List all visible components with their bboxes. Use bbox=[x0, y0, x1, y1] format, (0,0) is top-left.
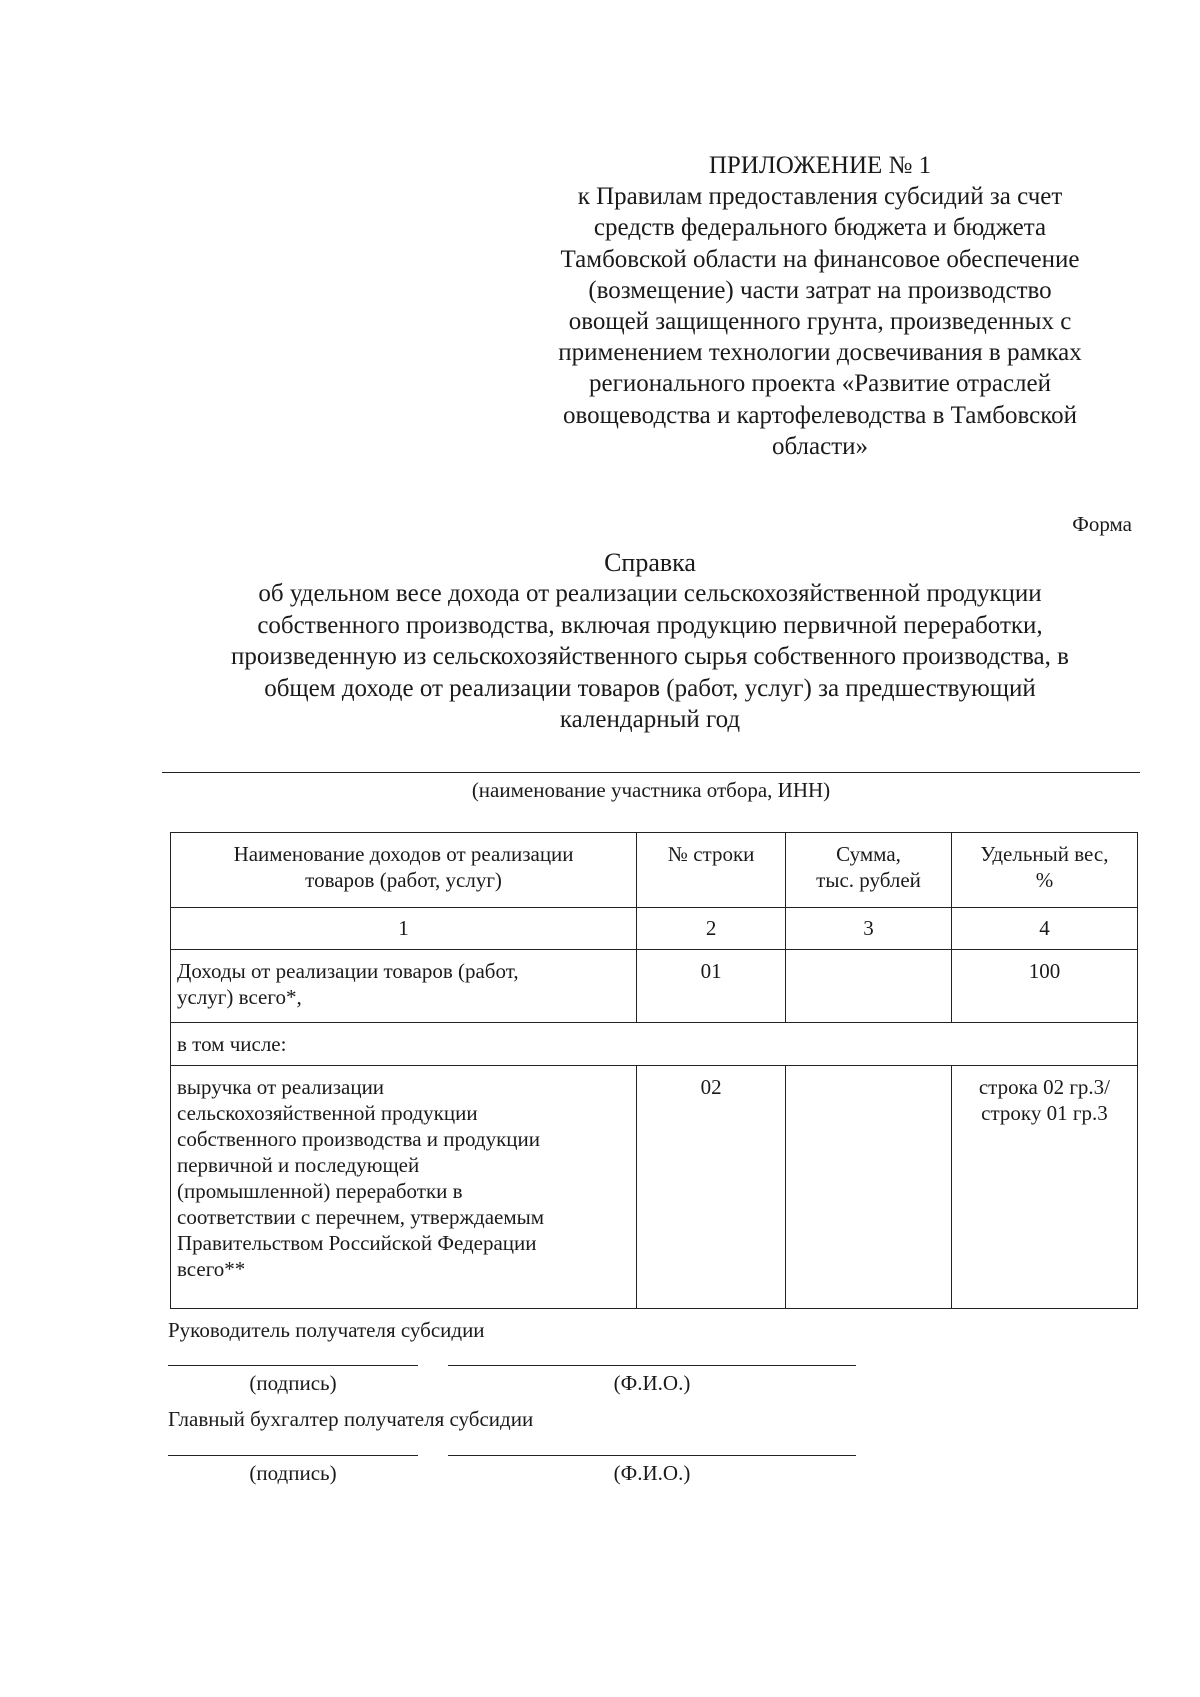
head-signatory-label: Руководитель получателя субсидии bbox=[168, 1318, 485, 1342]
row-income-name: Доходы от реализации товаров (работ, услуг) всего*, bbox=[171, 950, 637, 1023]
appendix-line: средств федерального бюджета и бюджета bbox=[593, 214, 1047, 242]
column-number: 4 bbox=[951, 908, 1137, 950]
table-row bbox=[171, 950, 1138, 1023]
appendix-line: регионального проекта «Развитие отраслей bbox=[589, 370, 1051, 398]
appendix-header bbox=[520, 150, 1120, 462]
document-subtitle bbox=[140, 578, 1160, 736]
subtitle-line: об удельном весе дохода от реализации сельскохозяйственной продукции bbox=[258, 580, 1042, 607]
accountant-name-caption: (Ф.И.О.) bbox=[613, 1461, 691, 1485]
subtitle-line: произведенную из сельскохозяйственного сырья собственного производства, в bbox=[231, 643, 1069, 670]
table-header-row bbox=[171, 833, 1138, 908]
accountant-signatory-label: Главный бухгалтер получателя субсидии bbox=[168, 1407, 534, 1431]
head-name-caption: (Ф.И.О.) bbox=[613, 1371, 691, 1395]
head-signature-caption: (подпись) bbox=[249, 1371, 337, 1395]
appendix-line: к Правилам предоставления субсидий за счет bbox=[577, 183, 1063, 211]
accountant-name-line[interactable] bbox=[448, 1455, 856, 1456]
head-signature-line[interactable] bbox=[168, 1365, 418, 1366]
row-sum-cell[interactable] bbox=[786, 950, 952, 1023]
appendix-line: области» bbox=[771, 432, 869, 460]
appendix-line: овощей защищенного грунта, произведенных с bbox=[568, 308, 1072, 336]
form-label: Форма bbox=[1072, 512, 1132, 536]
appendix-title: ПРИЛОЖЕНИЕ № 1 bbox=[708, 152, 932, 179]
participant-caption: (наименование участника отбора, ИНН) bbox=[471, 778, 831, 802]
header-sum: Сумма, тыс. рублей bbox=[786, 833, 952, 908]
header-line-number: № строки bbox=[637, 833, 786, 908]
table-row bbox=[171, 1066, 1138, 1309]
row-line-number: 02 bbox=[637, 1066, 786, 1309]
column-number: 3 bbox=[786, 908, 952, 950]
row-sum-cell[interactable] bbox=[786, 1066, 952, 1309]
appendix-line: овощеводства и картофелеводства в Тамбовской bbox=[563, 401, 1077, 429]
column-number: 1 bbox=[171, 908, 637, 950]
row-share: строка 02 гр.3/ строку 01 гр.3 bbox=[951, 1066, 1137, 1309]
row-line-number: 01 bbox=[637, 950, 786, 1023]
header-share: Удельный вес, % bbox=[951, 833, 1137, 908]
row-income-name: выручка от реализации сельскохозяйственной продукции собственного производства и продукции первичной и последующей (промышленной) переработки в соответствии с перечнем, утверждаемым Правительством Российской Федерации всего** bbox=[171, 1066, 637, 1309]
column-number-row bbox=[171, 908, 1138, 950]
row-subheader: в том числе: bbox=[171, 1023, 1138, 1066]
accountant-signature-caption: (подпись) bbox=[249, 1461, 337, 1485]
document-title: Справка bbox=[604, 548, 696, 577]
participant-name-line bbox=[162, 772, 1140, 773]
subtitle-line: общем доходе от реализации товаров (работ, услуг) за предшествующий bbox=[264, 674, 1036, 702]
table-row bbox=[171, 1023, 1138, 1066]
appendix-line: применением технологии досвечивания в рамках bbox=[558, 339, 1082, 367]
column-number: 2 bbox=[637, 908, 786, 950]
head-name-line[interactable] bbox=[448, 1365, 856, 1366]
subtitle-line: календарный год bbox=[559, 706, 741, 733]
appendix-line: Тамбовской области на финансовое обеспечение bbox=[560, 245, 1080, 273]
appendix-line: (возмещение) части затрат на производство bbox=[588, 276, 1052, 304]
header-income-name: Наименование доходов от реализации товаров (работ, услуг) bbox=[171, 833, 637, 908]
subtitle-line: собственного производства, включая продукцию первичной переработки, bbox=[257, 611, 1043, 639]
row-share: 100 bbox=[951, 950, 1137, 1023]
accountant-signature-line[interactable] bbox=[168, 1455, 418, 1456]
income-table bbox=[170, 832, 1138, 1309]
